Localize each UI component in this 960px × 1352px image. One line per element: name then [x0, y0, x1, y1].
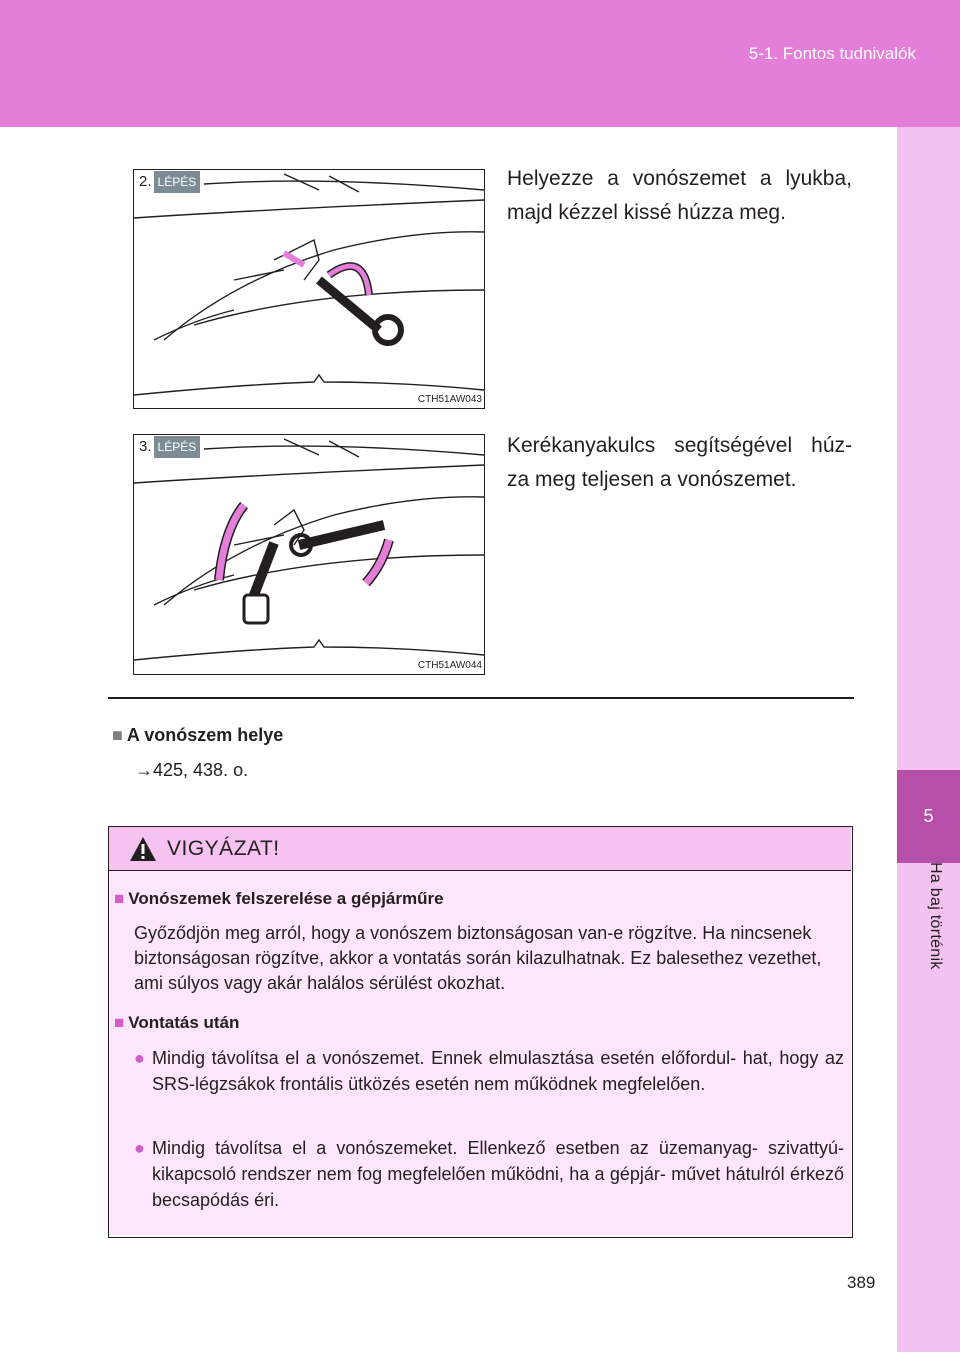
step-word: LÉPÉS [154, 171, 201, 193]
step2-illustration [134, 170, 484, 408]
warning-subheading-text: Vontatás után [128, 1013, 240, 1032]
step3-figure [133, 434, 485, 675]
warning-subheading-2 [114, 1013, 239, 1033]
step2-text: Helyezze a vonószemet a lyukba, majd kézzel kissé húzza meg. [507, 167, 852, 224]
square-bullet-icon: ■ [112, 725, 123, 745]
bullet-dot-icon: ● [134, 1048, 145, 1068]
step3-illustration [134, 435, 484, 674]
warning-triangle-icon [129, 836, 157, 862]
figure-code: CTH51AW043 [417, 394, 482, 405]
section-title: A vonószem helye [126, 725, 284, 745]
bullet-text: Mindig távolítsa el a vonószemet. Ennek elmulasztása esetén előfordul- hat, hogy az SRS-légzsákok frontális ütközés esetén nem működnek megfelelően. [152, 1048, 844, 1094]
side-tab-number[interactable]: 5 [897, 770, 960, 863]
step-number: 3. [135, 436, 154, 458]
step-number: 2. [135, 171, 154, 193]
bullet-text: Mindig távolítsa el a vonószemeket. Ellenkező esetben az üzemanyag- szivattyú-kikapcsoló rendszer nem fog megfelelően működni, ha a gépjár- művet hátulról érkező becsapódás éri. [152, 1138, 844, 1210]
warning-body [109, 871, 851, 1235]
step3-badge [135, 436, 200, 458]
square-bullet-icon: ■ [114, 889, 125, 908]
warning-box [108, 826, 853, 1238]
step3-text: Kerékanyakulcs segítségével húz- za meg teljesen a vonószemet. [507, 434, 852, 491]
side-tab-top [897, 127, 960, 770]
page-number: 389 [847, 1273, 876, 1292]
warning-subheading-1 [114, 889, 444, 909]
warning-subheading-text: Vonószemek felszerelése a gépjárműre [128, 889, 444, 908]
warning-paragraph: Győződjön meg arról, hogy a vonószem biztonságosan van-e rögzítve. Ha nincsenek biztonságosan rögzítve, akkor a vontatás során kilazulhatnak. Ez balesethez vezethet, ami súlyos vagy akár halálos sérülést okozhat. [134, 923, 822, 993]
section-divider [108, 697, 854, 699]
figure-code: CTH51AW044 [417, 660, 482, 671]
chapter-title: 5-1. Fontos tudnivalók [748, 44, 916, 63]
warning-bullet-1 [134, 1045, 844, 1097]
warning-title: VIGYÁZAT! [167, 837, 280, 860]
step2-figure [133, 169, 485, 409]
step-word: LÉPÉS [154, 436, 201, 458]
side-tab-label-text: Ha baj történik [927, 862, 944, 970]
square-bullet-icon: ■ [114, 1013, 125, 1032]
section-heading [112, 725, 283, 746]
warning-header [109, 827, 851, 871]
warning-bullet-2 [134, 1135, 844, 1213]
side-tab-label [882, 862, 960, 1022]
bullet-dot-icon: ● [134, 1138, 145, 1158]
page-header [0, 0, 960, 127]
step2-badge [135, 171, 200, 193]
page-reference[interactable]: →425, 438. o. [135, 760, 249, 780]
